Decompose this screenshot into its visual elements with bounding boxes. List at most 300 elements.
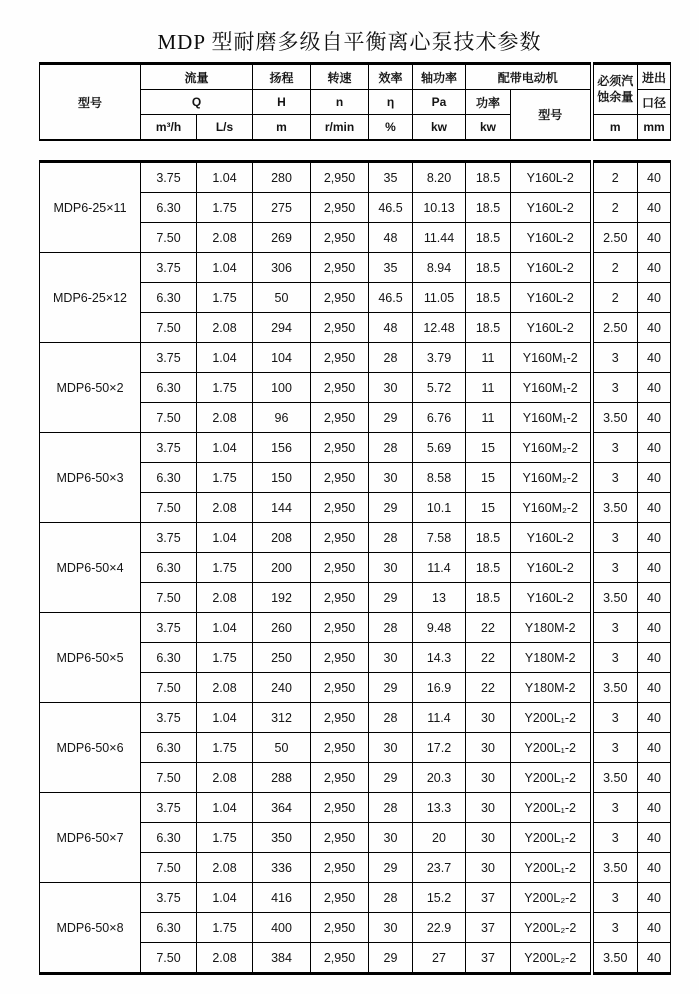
- cell-eff_pct: 35: [369, 253, 413, 283]
- cell-motor_kw: 37: [466, 913, 511, 943]
- cell-speed_rmin: 2,950: [311, 613, 369, 643]
- table-row: [40, 883, 671, 913]
- cell-shaft_kw: 27: [413, 943, 466, 974]
- cell-shaft_kw: 5.72: [413, 373, 466, 403]
- cell-model: MDP6-50×2: [40, 343, 141, 433]
- cell-shaft_kw: 11.4: [413, 703, 466, 733]
- cell-port_mm: 40: [638, 673, 671, 703]
- cell-motor_model: Y200L₁-2: [511, 733, 592, 763]
- cell-speed_rmin: 2,950: [311, 433, 369, 463]
- cell-port_mm: 40: [638, 913, 671, 943]
- cell-speed_rmin: 2,950: [311, 793, 369, 823]
- cell-npsh_m: 3: [592, 883, 638, 913]
- cell-q_ls: 1.75: [197, 823, 253, 853]
- cell-npsh_m: 2.50: [592, 223, 638, 253]
- cell-shaft_kw: 3.79: [413, 343, 466, 373]
- header-npsh: [592, 64, 638, 115]
- cell-motor_model: Y160L-2: [511, 523, 592, 553]
- cell-q_ls: 1.04: [197, 162, 253, 193]
- cell-motor_model: Y160M₁-2: [511, 343, 592, 373]
- header-speed: 转速: [311, 64, 369, 90]
- cell-head_m: 416: [253, 883, 311, 913]
- cell-q_ls: 1.75: [197, 643, 253, 673]
- cell-q_ls: 2.08: [197, 223, 253, 253]
- cell-speed_rmin: 2,950: [311, 343, 369, 373]
- cell-npsh_m: 3: [592, 433, 638, 463]
- cell-port_mm: 40: [638, 553, 671, 583]
- cell-q_m3h: 6.30: [141, 553, 197, 583]
- cell-eff_pct: 28: [369, 703, 413, 733]
- cell-motor_model: Y160L-2: [511, 553, 592, 583]
- cell-q_m3h: 7.50: [141, 403, 197, 433]
- cell-motor_model: Y200L₁-2: [511, 823, 592, 853]
- table-row: [40, 523, 671, 553]
- page-title: MDP 型耐磨多级自平衡离心泵技术参数: [157, 30, 542, 54]
- cell-q_m3h: 6.30: [141, 733, 197, 763]
- cell-head_m: 50: [253, 283, 311, 313]
- cell-q_m3h: 6.30: [141, 823, 197, 853]
- cell-shaft_kw: 14.3: [413, 643, 466, 673]
- cell-head_m: 250: [253, 643, 311, 673]
- cell-shaft_kw: 8.20: [413, 162, 466, 193]
- cell-head_m: 350: [253, 823, 311, 853]
- cell-npsh_m: 3.50: [592, 583, 638, 613]
- cell-motor_model: Y160L-2: [511, 193, 592, 223]
- cell-npsh_m: 2: [592, 253, 638, 283]
- cell-speed_rmin: 2,950: [311, 283, 369, 313]
- cell-q_m3h: 3.75: [141, 793, 197, 823]
- header-model: 型号: [40, 64, 141, 141]
- cell-q_ls: 1.04: [197, 793, 253, 823]
- cell-shaft_kw: 6.76: [413, 403, 466, 433]
- cell-shaft_kw: 20: [413, 823, 466, 853]
- table-row: [40, 343, 671, 373]
- header-motor-model: 型号: [511, 90, 592, 141]
- cell-motor_model: Y160L-2: [511, 253, 592, 283]
- header-unit-shaft-kw: kw: [413, 115, 466, 141]
- cell-motor_kw: 18.5: [466, 283, 511, 313]
- cell-npsh_m: 3: [592, 523, 638, 553]
- cell-q_m3h: 6.30: [141, 913, 197, 943]
- header-shaft-power: 轴功率: [413, 64, 466, 90]
- cell-q_m3h: 6.30: [141, 193, 197, 223]
- cell-shaft_kw: 13: [413, 583, 466, 613]
- cell-q_ls: 1.04: [197, 523, 253, 553]
- cell-eff_pct: 28: [369, 433, 413, 463]
- cell-q_ls: 1.04: [197, 613, 253, 643]
- cell-npsh_m: 3: [592, 613, 638, 643]
- cell-motor_model: Y200L₁-2: [511, 703, 592, 733]
- cell-q_m3h: 3.75: [141, 523, 197, 553]
- cell-motor_kw: 30: [466, 823, 511, 853]
- cell-motor_kw: 18.5: [466, 162, 511, 193]
- cell-speed_rmin: 2,950: [311, 493, 369, 523]
- cell-shaft_kw: 10.1: [413, 493, 466, 523]
- cell-motor_model: Y200L₂-2: [511, 913, 592, 943]
- cell-port_mm: 40: [638, 403, 671, 433]
- cell-model: MDP6-50×7: [40, 793, 141, 883]
- cell-npsh_m: 3: [592, 373, 638, 403]
- cell-motor_model: Y160L-2: [511, 313, 592, 343]
- cell-head_m: 100: [253, 373, 311, 403]
- cell-shaft_kw: 23.7: [413, 853, 466, 883]
- cell-q_ls: 1.75: [197, 733, 253, 763]
- cell-eff_pct: 48: [369, 223, 413, 253]
- cell-motor_kw: 11: [466, 403, 511, 433]
- cell-npsh_m: 2: [592, 193, 638, 223]
- cell-head_m: 400: [253, 913, 311, 943]
- cell-npsh_m: 3: [592, 643, 638, 673]
- cell-npsh_m: 3: [592, 703, 638, 733]
- cell-head_m: 364: [253, 793, 311, 823]
- cell-q_m3h: 7.50: [141, 763, 197, 793]
- cell-speed_rmin: 2,950: [311, 403, 369, 433]
- cell-motor_model: Y200L₁-2: [511, 793, 592, 823]
- cell-eff_pct: 46.5: [369, 283, 413, 313]
- header-row-1: [40, 64, 671, 90]
- cell-speed_rmin: 2,950: [311, 883, 369, 913]
- cell-q_ls: 1.04: [197, 433, 253, 463]
- header-eff-symbol: η: [369, 90, 413, 115]
- cell-npsh_m: 2: [592, 162, 638, 193]
- cell-speed_rmin: 2,950: [311, 763, 369, 793]
- cell-npsh_m: 3.50: [592, 493, 638, 523]
- header-motor: 配带电动机: [466, 64, 592, 90]
- cell-q_m3h: 6.30: [141, 643, 197, 673]
- cell-npsh_m: 3.50: [592, 763, 638, 793]
- cell-q_ls: 2.08: [197, 943, 253, 974]
- cell-q_m3h: 6.30: [141, 463, 197, 493]
- cell-head_m: 96: [253, 403, 311, 433]
- cell-motor_kw: 30: [466, 793, 511, 823]
- cell-npsh_m: 3.50: [592, 403, 638, 433]
- cell-motor_kw: 30: [466, 703, 511, 733]
- cell-q_ls: 2.08: [197, 403, 253, 433]
- cell-q_ls: 1.04: [197, 343, 253, 373]
- data-table: [39, 160, 671, 975]
- cell-eff_pct: 48: [369, 313, 413, 343]
- cell-port_mm: 40: [638, 223, 671, 253]
- cell-q_m3h: 7.50: [141, 313, 197, 343]
- cell-q_m3h: 6.30: [141, 283, 197, 313]
- cell-shaft_kw: 8.58: [413, 463, 466, 493]
- table-row: [40, 793, 671, 823]
- cell-speed_rmin: 2,950: [311, 553, 369, 583]
- cell-eff_pct: 29: [369, 673, 413, 703]
- cell-npsh_m: 2: [592, 283, 638, 313]
- cell-head_m: 306: [253, 253, 311, 283]
- cell-port_mm: 40: [638, 523, 671, 553]
- cell-q_m3h: 7.50: [141, 493, 197, 523]
- cell-motor_kw: 18.5: [466, 223, 511, 253]
- cell-speed_rmin: 2,950: [311, 523, 369, 553]
- cell-motor_model: Y160L-2: [511, 283, 592, 313]
- cell-q_m3h: 3.75: [141, 343, 197, 373]
- body-rows: [40, 162, 671, 974]
- cell-motor_kw: 15: [466, 463, 511, 493]
- cell-eff_pct: 30: [369, 463, 413, 493]
- cell-speed_rmin: 2,950: [311, 583, 369, 613]
- cell-shaft_kw: 13.3: [413, 793, 466, 823]
- cell-q_m3h: 7.50: [141, 583, 197, 613]
- cell-q_ls: 1.75: [197, 193, 253, 223]
- cell-motor_kw: 37: [466, 943, 511, 974]
- cell-port_mm: 40: [638, 793, 671, 823]
- cell-port_mm: 40: [638, 613, 671, 643]
- cell-motor_model: Y160M₁-2: [511, 403, 592, 433]
- table-row: [40, 162, 671, 193]
- header-table: [39, 62, 671, 141]
- cell-eff_pct: 30: [369, 373, 413, 403]
- cell-speed_rmin: 2,950: [311, 313, 369, 343]
- cell-q_m3h: 3.75: [141, 162, 197, 193]
- cell-speed_rmin: 2,950: [311, 223, 369, 253]
- cell-motor_model: Y180M-2: [511, 643, 592, 673]
- cell-port_mm: 40: [638, 883, 671, 913]
- table-row: [40, 613, 671, 643]
- cell-eff_pct: 28: [369, 523, 413, 553]
- cell-shaft_kw: 11.44: [413, 223, 466, 253]
- header-unit-rmin: r/min: [311, 115, 369, 141]
- cell-head_m: 192: [253, 583, 311, 613]
- cell-head_m: 336: [253, 853, 311, 883]
- cell-motor_kw: 18.5: [466, 523, 511, 553]
- cell-port_mm: 40: [638, 823, 671, 853]
- cell-shaft_kw: 7.58: [413, 523, 466, 553]
- cell-shaft_kw: 12.48: [413, 313, 466, 343]
- cell-shaft_kw: 11.4: [413, 553, 466, 583]
- cell-model: MDP6-50×5: [40, 613, 141, 703]
- cell-motor_model: Y180M-2: [511, 673, 592, 703]
- cell-speed_rmin: 2,950: [311, 853, 369, 883]
- cell-npsh_m: 2.50: [592, 313, 638, 343]
- cell-motor_kw: 18.5: [466, 253, 511, 283]
- cell-eff_pct: 29: [369, 853, 413, 883]
- cell-eff_pct: 30: [369, 823, 413, 853]
- cell-port_mm: 40: [638, 373, 671, 403]
- header-motor-power: 功率: [466, 90, 511, 115]
- cell-eff_pct: 28: [369, 793, 413, 823]
- cell-q_ls: 2.08: [197, 673, 253, 703]
- cell-speed_rmin: 2,950: [311, 162, 369, 193]
- cell-q_ls: 1.04: [197, 253, 253, 283]
- cell-shaft_kw: 15.2: [413, 883, 466, 913]
- cell-head_m: 156: [253, 433, 311, 463]
- cell-speed_rmin: 2,950: [311, 253, 369, 283]
- cell-q_ls: 2.08: [197, 763, 253, 793]
- header-head: 扬程: [253, 64, 311, 90]
- cell-q_ls: 1.75: [197, 283, 253, 313]
- cell-npsh_m: 3: [592, 913, 638, 943]
- header-shaft-symbol: Pa: [413, 90, 466, 115]
- table-row: [40, 703, 671, 733]
- header-npsh-line1: 必须汽: [597, 73, 634, 88]
- cell-port_mm: 40: [638, 493, 671, 523]
- cell-npsh_m: 3: [592, 793, 638, 823]
- header-flow: 流量: [141, 64, 253, 90]
- cell-motor_model: Y200L₁-2: [511, 853, 592, 883]
- cell-motor_model: Y160M₂-2: [511, 493, 592, 523]
- cell-q_m3h: 3.75: [141, 613, 197, 643]
- cell-speed_rmin: 2,950: [311, 703, 369, 733]
- cell-q_ls: 2.08: [197, 583, 253, 613]
- cell-motor_model: Y160M₂-2: [511, 463, 592, 493]
- header-npsh-line2: 蚀余量: [597, 89, 634, 104]
- cell-eff_pct: 30: [369, 643, 413, 673]
- cell-motor_kw: 18.5: [466, 193, 511, 223]
- cell-motor_model: Y160L-2: [511, 583, 592, 613]
- cell-speed_rmin: 2,950: [311, 463, 369, 493]
- header-npsh-text: [594, 74, 638, 105]
- cell-eff_pct: 30: [369, 733, 413, 763]
- cell-q_ls: 2.08: [197, 853, 253, 883]
- cell-speed_rmin: 2,950: [311, 673, 369, 703]
- cell-port_mm: 40: [638, 583, 671, 613]
- cell-port_mm: 40: [638, 733, 671, 763]
- header-flow-symbol: Q: [141, 90, 253, 115]
- cell-speed_rmin: 2,950: [311, 643, 369, 673]
- cell-model: MDP6-50×6: [40, 703, 141, 793]
- cell-head_m: 240: [253, 673, 311, 703]
- cell-eff_pct: 28: [369, 613, 413, 643]
- header-unit-m: m: [253, 115, 311, 141]
- cell-port_mm: 40: [638, 463, 671, 493]
- cell-port_mm: 40: [638, 193, 671, 223]
- cell-motor_model: Y200L₂-2: [511, 883, 592, 913]
- cell-head_m: 275: [253, 193, 311, 223]
- cell-shaft_kw: 9.48: [413, 613, 466, 643]
- cell-head_m: 208: [253, 523, 311, 553]
- cell-motor_model: Y180M-2: [511, 613, 592, 643]
- cell-port_mm: 40: [638, 162, 671, 193]
- cell-port_mm: 40: [638, 253, 671, 283]
- cell-head_m: 144: [253, 493, 311, 523]
- cell-speed_rmin: 2,950: [311, 193, 369, 223]
- header-speed-symbol: n: [311, 90, 369, 115]
- cell-q_m3h: 7.50: [141, 223, 197, 253]
- cell-port_mm: 40: [638, 343, 671, 373]
- header-unit-ls: L/s: [197, 115, 253, 141]
- cell-q_m3h: 6.30: [141, 373, 197, 403]
- cell-eff_pct: 28: [369, 883, 413, 913]
- cell-npsh_m: 3: [592, 823, 638, 853]
- cell-q_ls: 1.75: [197, 913, 253, 943]
- cell-motor_kw: 22: [466, 643, 511, 673]
- header-port-line2: 口径: [638, 90, 671, 115]
- cell-eff_pct: 29: [369, 943, 413, 974]
- cell-npsh_m: 3: [592, 553, 638, 583]
- cell-q_ls: 2.08: [197, 493, 253, 523]
- cell-npsh_m: 3.50: [592, 853, 638, 883]
- header-head-symbol: H: [253, 90, 311, 115]
- cell-shaft_kw: 17.2: [413, 733, 466, 763]
- cell-q_m3h: 3.75: [141, 433, 197, 463]
- cell-speed_rmin: 2,950: [311, 733, 369, 763]
- table-row: [40, 253, 671, 283]
- cell-motor_model: Y200L₂-2: [511, 943, 592, 974]
- cell-motor_kw: 18.5: [466, 313, 511, 343]
- cell-shaft_kw: 16.9: [413, 673, 466, 703]
- cell-motor_kw: 30: [466, 853, 511, 883]
- cell-q_m3h: 3.75: [141, 703, 197, 733]
- cell-motor_kw: 15: [466, 433, 511, 463]
- cell-head_m: 260: [253, 613, 311, 643]
- header-port-line1: 进出: [638, 64, 671, 90]
- cell-q_ls: 2.08: [197, 313, 253, 343]
- cell-motor_kw: 15: [466, 493, 511, 523]
- cell-model: MDP6-25×11: [40, 162, 141, 253]
- cell-q_m3h: 7.50: [141, 853, 197, 883]
- cell-motor_model: Y160M₁-2: [511, 373, 592, 403]
- cell-q_ls: 1.75: [197, 553, 253, 583]
- cell-head_m: 50: [253, 733, 311, 763]
- cell-model: MDP6-25×12: [40, 253, 141, 343]
- cell-model: MDP6-50×4: [40, 523, 141, 613]
- cell-shaft_kw: 5.69: [413, 433, 466, 463]
- cell-eff_pct: 29: [369, 493, 413, 523]
- cell-npsh_m: 3: [592, 733, 638, 763]
- cell-head_m: 280: [253, 162, 311, 193]
- cell-head_m: 294: [253, 313, 311, 343]
- cell-shaft_kw: 20.3: [413, 763, 466, 793]
- cell-eff_pct: 28: [369, 343, 413, 373]
- cell-model: MDP6-50×3: [40, 433, 141, 523]
- cell-port_mm: 40: [638, 283, 671, 313]
- cell-motor_model: Y160L-2: [511, 223, 592, 253]
- cell-head_m: 200: [253, 553, 311, 583]
- cell-q_m3h: 7.50: [141, 943, 197, 974]
- cell-port_mm: 40: [638, 313, 671, 343]
- cell-port_mm: 40: [638, 763, 671, 793]
- cell-q_ls: 1.75: [197, 463, 253, 493]
- cell-q_ls: 1.75: [197, 373, 253, 403]
- header-unit-m3h: m³/h: [141, 115, 197, 141]
- cell-eff_pct: 35: [369, 162, 413, 193]
- table-row: [40, 433, 671, 463]
- cell-head_m: 288: [253, 763, 311, 793]
- cell-shaft_kw: 11.05: [413, 283, 466, 313]
- cell-motor_kw: 30: [466, 733, 511, 763]
- cell-speed_rmin: 2,950: [311, 823, 369, 853]
- header-unit-mm: mm: [638, 115, 671, 141]
- cell-motor_kw: 11: [466, 373, 511, 403]
- cell-head_m: 384: [253, 943, 311, 974]
- cell-speed_rmin: 2,950: [311, 373, 369, 403]
- cell-q_m3h: 3.75: [141, 883, 197, 913]
- cell-eff_pct: 29: [369, 583, 413, 613]
- cell-motor_kw: 30: [466, 763, 511, 793]
- cell-motor_kw: 22: [466, 673, 511, 703]
- cell-head_m: 150: [253, 463, 311, 493]
- cell-port_mm: 40: [638, 703, 671, 733]
- cell-port_mm: 40: [638, 943, 671, 974]
- cell-npsh_m: 3.50: [592, 673, 638, 703]
- cell-motor_kw: 37: [466, 883, 511, 913]
- cell-shaft_kw: 10.13: [413, 193, 466, 223]
- cell-shaft_kw: 8.94: [413, 253, 466, 283]
- cell-npsh_m: 3: [592, 463, 638, 493]
- cell-eff_pct: 29: [369, 763, 413, 793]
- header-unit-motor-kw: kw: [466, 115, 511, 141]
- cell-port_mm: 40: [638, 643, 671, 673]
- cell-q_ls: 1.04: [197, 703, 253, 733]
- cell-head_m: 104: [253, 343, 311, 373]
- cell-motor_kw: 22: [466, 613, 511, 643]
- cell-npsh_m: 3: [592, 343, 638, 373]
- cell-head_m: 269: [253, 223, 311, 253]
- cell-eff_pct: 30: [369, 553, 413, 583]
- cell-shaft_kw: 22.9: [413, 913, 466, 943]
